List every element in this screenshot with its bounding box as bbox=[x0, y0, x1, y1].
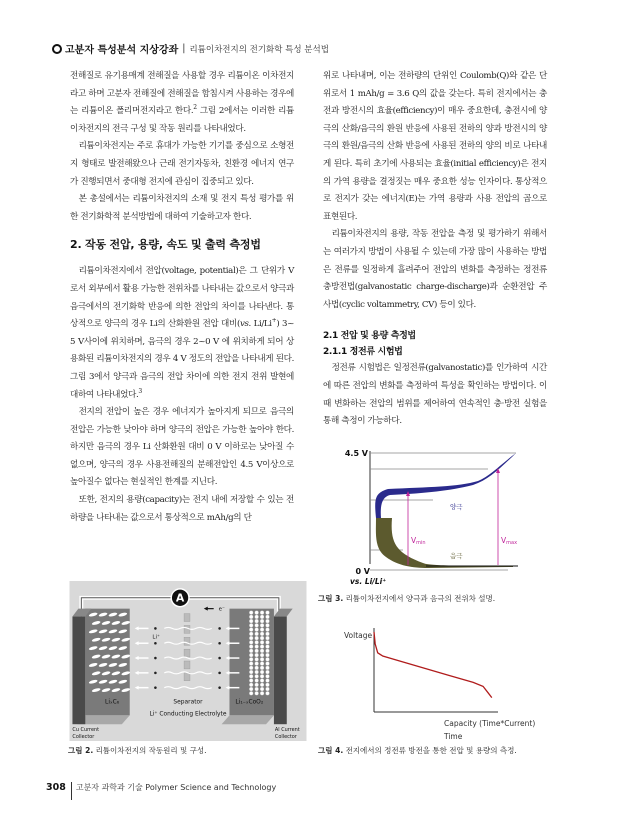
lattice-atom bbox=[249, 679, 253, 683]
li-ion-dot bbox=[154, 642, 157, 645]
separator-segment bbox=[184, 614, 190, 622]
x-axis-label-2: Time bbox=[444, 732, 463, 741]
lattice-atom bbox=[249, 640, 253, 644]
paragraph: 전해질로 유기용매계 전해질을 사용할 경우 리튬이온 이차전지라고 하며 고분자 전해질에 전해질을 함침시켜 사용하는 경우에는 리튬이온 폴리머전지라고 한다.$^2$ 그림 2에서는 이러한 리튬이차전지의 전극 구성 및 작동 원리를 나타내었다. bbox=[70, 71, 294, 134]
lattice-atom bbox=[249, 649, 253, 653]
paragraph: 본 총설에서는 리튬이차전지의 소재 및 전지 특성 평가를 위한 전기화학적 분석방법에 대하여 기술하고자 한다. bbox=[70, 194, 294, 222]
lattice-atom bbox=[249, 666, 253, 670]
lattice-atom bbox=[266, 645, 270, 649]
lattice-atom bbox=[255, 666, 259, 670]
lattice-atom bbox=[260, 619, 264, 623]
electron-label: e⁻ bbox=[218, 606, 225, 613]
lattice-atom bbox=[260, 687, 264, 691]
page-footer bbox=[46, 778, 276, 796]
anode-label: 음극 bbox=[450, 552, 463, 560]
lattice-atom bbox=[260, 666, 264, 670]
lattice-atom bbox=[260, 653, 264, 657]
paragraph: 전지의 전압이 높은 경우 에너지가 높아지게 되므로 음극의 전압은 가능한 낮아야 하며 양극의 전압은 가능한 높아야 한다. 하지만 음극의 경우 Li 산화환원 대비 0 V 이하로는 낮아질 수 없으며, 양극의 경우 사용전해질의 분해전압인 4.5 V이상으로 높아질수 없다는 현실적인 한계를 지닌다. bbox=[70, 407, 294, 488]
subsection-heading: 2.1 전압 및 용량 측정법 bbox=[323, 331, 416, 342]
li-ion-dot bbox=[154, 627, 157, 630]
lattice-atom bbox=[249, 628, 253, 632]
cathode-label: Li₁₋ₓCoO₂ bbox=[235, 699, 264, 706]
reference-marker: 2 bbox=[193, 104, 197, 112]
section-heading: 2. 작동 전압, 용량, 속도 및 출력 측정법 bbox=[70, 238, 261, 252]
lattice-atom bbox=[266, 691, 270, 695]
lattice-atom bbox=[260, 611, 264, 615]
li-ion-dot bbox=[154, 657, 157, 660]
lattice-atom bbox=[260, 632, 264, 636]
paragraph: 또한, 전지의 용량(capacity)는 전지 내에 저장할 수 있는 전하량을 나타내는 값으로서 통상적으로 mAh/g의 단 bbox=[70, 495, 294, 523]
paragraph: 리튬이차전지는 주로 휴대가 가능한 기기를 중심으로 소형전지 형태로 발전해왔으나 근래 전기자동차, 친환경 에너지 연구가 진행되면서 중대형 전지에 관심이 집중되고 있다. bbox=[70, 141, 294, 187]
figure-2-battery-diagram bbox=[68, 581, 308, 741]
figure-4-caption: 그림 4. 전지에서의 정전류 방전을 통한 전압 및 용량의 측정. bbox=[318, 746, 517, 755]
cu-collector-plate bbox=[72, 617, 85, 725]
separator-segment bbox=[184, 673, 190, 681]
journal-name: 고분자 과학과 기술 Polymer Science and Technology bbox=[75, 782, 277, 792]
lattice-atom bbox=[249, 632, 253, 636]
lattice-atom bbox=[255, 645, 259, 649]
lattice-atom bbox=[255, 632, 259, 636]
lattice-atom bbox=[260, 623, 264, 627]
separator-segment bbox=[184, 661, 190, 669]
lattice-atom bbox=[255, 623, 259, 627]
cathode-label: 양극 bbox=[450, 503, 463, 511]
lattice-atom bbox=[266, 632, 270, 636]
ammeter-label: A bbox=[175, 591, 185, 605]
lattice-atom bbox=[249, 662, 253, 666]
lattice-atom bbox=[255, 649, 259, 653]
lattice-atom bbox=[260, 640, 264, 644]
lattice-atom bbox=[266, 636, 270, 640]
reference-marker: 3 bbox=[138, 387, 142, 395]
footer-divider bbox=[71, 782, 72, 800]
lattice-atom bbox=[266, 683, 270, 687]
lattice-atom bbox=[266, 611, 270, 615]
lattice-atom bbox=[249, 683, 253, 687]
lattice-atom bbox=[260, 674, 264, 678]
lattice-atom bbox=[266, 653, 270, 657]
lattice-atom bbox=[266, 674, 270, 678]
lattice-atom bbox=[249, 645, 253, 649]
lattice-atom bbox=[249, 611, 253, 615]
subsubsection-heading: 2.1.1 정전류 시험법 bbox=[323, 347, 403, 358]
lattice-atom bbox=[255, 683, 259, 687]
lattice-atom bbox=[249, 653, 253, 657]
li-ion-dot bbox=[218, 686, 221, 689]
lattice-atom bbox=[260, 636, 264, 640]
lattice-atom bbox=[260, 691, 264, 695]
lattice-atom bbox=[255, 679, 259, 683]
lattice-atom bbox=[260, 670, 264, 674]
figure-3-caption: 그림 3. 리튬이차전지에서 양극과 음극의 전위차 설명. bbox=[318, 594, 496, 603]
anode-curve bbox=[376, 518, 513, 568]
lattice-atom bbox=[255, 687, 259, 691]
left-column bbox=[70, 68, 294, 527]
figure-3-potential-diagram bbox=[328, 443, 523, 588]
cu-collector-label: Cu Current bbox=[72, 727, 100, 734]
lattice-atom bbox=[255, 653, 259, 657]
li-ion-dot bbox=[218, 672, 221, 675]
lattice-atom bbox=[266, 662, 270, 666]
lattice-atom bbox=[249, 674, 253, 678]
al-collector-label-2: Collector bbox=[274, 734, 297, 741]
y-bottom-label: 0 V bbox=[355, 567, 370, 576]
lattice-atom bbox=[266, 670, 270, 674]
separator-label: Separator bbox=[173, 699, 203, 706]
lattice-atom bbox=[260, 628, 264, 632]
al-collector-plate bbox=[274, 617, 287, 725]
lattice-atom bbox=[260, 649, 264, 653]
article-topic: 리튬이차전지의 전기화학 특성 분석법 bbox=[189, 44, 329, 55]
lattice-atom bbox=[249, 657, 253, 661]
al-collector-label: Al Current bbox=[274, 727, 300, 734]
lattice-atom bbox=[255, 640, 259, 644]
series-line-discharge bbox=[374, 632, 492, 698]
paragraph: 정전류 시험법은 일정전류(galvanostatic)를 인가하여 시간에 따른 전압의 변화를 측정하여 특성을 확인하는 방법이다. 이때 변화하는 전압의 범위를 제어하여 연속적인 충·방전 실험을 통해 측정이 가능하다. bbox=[323, 363, 547, 427]
series-title: 고분자 특성분석 지상강좌 bbox=[65, 45, 179, 56]
right-column bbox=[323, 68, 547, 431]
separator-segment bbox=[184, 649, 190, 657]
lattice-atom bbox=[255, 657, 259, 661]
y-reference-label: vs. Li/Li⁺ bbox=[350, 577, 387, 586]
lattice-atom bbox=[266, 666, 270, 670]
lattice-atom bbox=[266, 628, 270, 632]
lattice-atom bbox=[249, 687, 253, 691]
lattice-atom bbox=[266, 619, 270, 623]
li-ion-dot bbox=[218, 642, 221, 645]
vmax-label: Vmax bbox=[501, 536, 518, 546]
figure-4-discharge-chart bbox=[340, 622, 540, 742]
lattice-atom bbox=[260, 615, 264, 619]
lattice-atom bbox=[249, 619, 253, 623]
lattice-atom bbox=[255, 636, 259, 640]
lattice-atom bbox=[266, 687, 270, 691]
li-ion-dot bbox=[218, 627, 221, 630]
cathode-curve bbox=[375, 453, 516, 518]
lattice-atom bbox=[266, 623, 270, 627]
lattice-atom bbox=[255, 674, 259, 678]
lattice-atom bbox=[255, 619, 259, 623]
anode-label: LiₓC₆ bbox=[105, 699, 120, 706]
lattice-atom bbox=[249, 615, 253, 619]
lattice-atom bbox=[266, 615, 270, 619]
lattice-atom bbox=[255, 628, 259, 632]
lattice-atom bbox=[255, 615, 259, 619]
vmin-label: Vmin bbox=[411, 536, 426, 546]
li-ion-dot bbox=[154, 686, 157, 689]
header-separator: | bbox=[182, 43, 186, 54]
y-axis-label: Voltage bbox=[344, 631, 373, 640]
paragraph: 리튬이차전지에서 전압(voltage, potential)은 그 단위가 V로서 외부에서 활용 가능한 전위차를 나타내는 값으로서 양극과 음극에서의 전기화학 반응에 의한 전압의 차이를 나타낸다. 통상적으로 양극의 경우 Li의 산화환원 전압 대비(vs. Li/Li+) 3~5 V사이에 위치하며, 음극의 경우 2~0 V 에 위치하게 되어 상용화된 리튬이차전지의 경우 4 V 정도의 전압을 나타내게 된다. 그림 3에서 양극과 음극의 전압 차이에 의한 전지 전위 발현에 대하여 나타내었다.$^3$ bbox=[70, 266, 294, 400]
figure-2-caption: 그림 2. 리튬이차전지의 작동원리 및 구성. bbox=[68, 746, 207, 755]
x-axis-label: Capacity (Time*Current) bbox=[444, 719, 536, 728]
lattice-atom bbox=[266, 679, 270, 683]
lattice-atom bbox=[249, 636, 253, 640]
lattice-atom bbox=[266, 649, 270, 653]
running-header bbox=[52, 41, 329, 56]
lattice-atom bbox=[260, 662, 264, 666]
lattice-atom bbox=[260, 657, 264, 661]
paragraph: 리튬이차전지의 용량, 작동 전압을 측정 및 평가하기 위해서는 여러가지 방법이 사용될 수 있는데 가장 많이 사용하는 방법은 전류를 일정하게 흘려주어 전압의 변화를 측정하는 정전류 충방전법(galvanostatic charge-discharge)과 순환전압 주사법(cyclic voltammetry, CV) 등이 있다. bbox=[323, 229, 547, 310]
lattice-atom bbox=[260, 683, 264, 687]
y-top-label: 4.5 V bbox=[344, 449, 368, 458]
lattice-atom bbox=[260, 645, 264, 649]
li-ion-dot bbox=[154, 672, 157, 675]
circle-bullet-icon bbox=[52, 44, 62, 54]
lattice-atom bbox=[255, 670, 259, 674]
cu-collector-label-2: Collector bbox=[72, 734, 95, 741]
lattice-atom bbox=[249, 670, 253, 674]
electrolyte-label: Li⁺ Conducting Electrolyte bbox=[149, 711, 227, 718]
lattice-atom bbox=[255, 662, 259, 666]
lattice-atom bbox=[249, 691, 253, 695]
lattice-atom bbox=[260, 679, 264, 683]
lattice-atom bbox=[249, 623, 253, 627]
lattice-atom bbox=[266, 640, 270, 644]
li-ion-label: Li⁺ bbox=[152, 634, 160, 641]
paragraph: 위로 나타내며, 이는 전하량의 단위인 Coulomb(Q)와 같은 단위로서 1 mAh/g = 3.6 Q의 값을 갖는다. 특히 전지에서는 충전과 방전시의 효율(efficiency)이 매우 중요한데, 충전시에 양극의 산화/음극의 환원 반응에 사용된 전하의 양과 방전시의 양극의 환원/음극의 산화 반응에 사용된 전하의 양의 비로 나타내게 된다. 특히 초기에 사용되는 효율(initial efficiency)은 전지의 가역 용량을 결정짓는 매우 중요한 성능 인자이다. 통상적으로 전지가 갖는 에너지(E)는 가역 용량과 사용 전압의 곱으로 표현된다. bbox=[323, 71, 547, 222]
page-number: 308 bbox=[46, 781, 66, 793]
lattice-atom bbox=[255, 691, 259, 695]
lattice-atom bbox=[266, 657, 270, 661]
lattice-atom bbox=[255, 611, 259, 615]
li-ion-dot bbox=[218, 657, 221, 660]
